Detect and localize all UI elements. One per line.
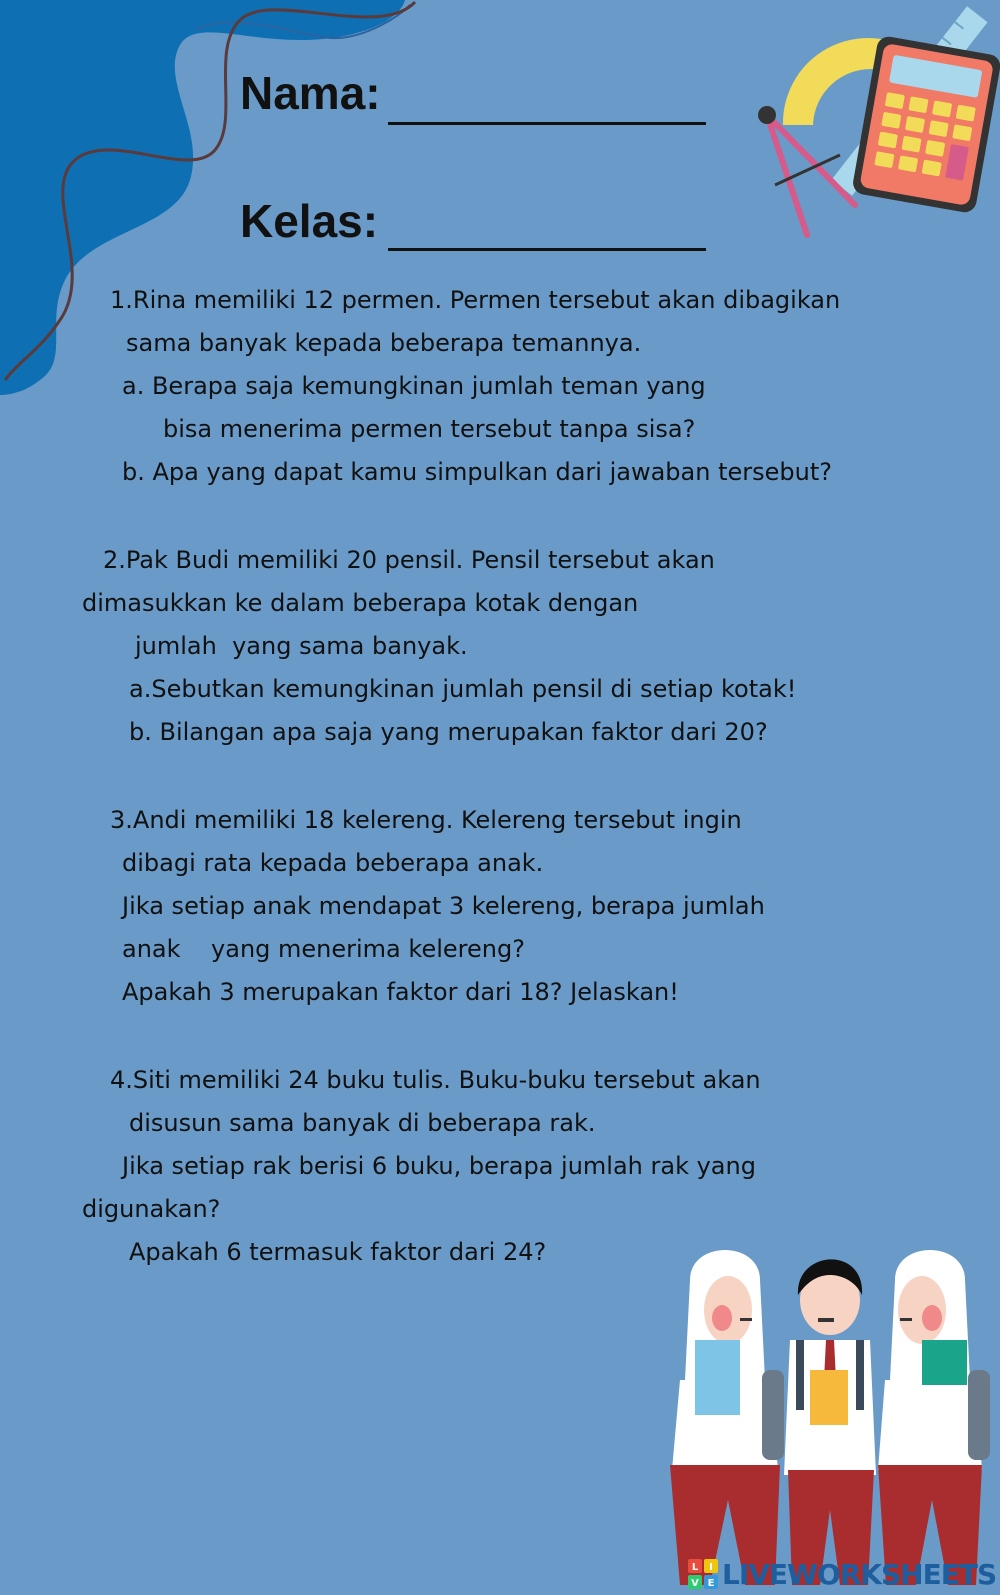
question-1b: b. Apa yang dapat kamu simpulkan dari jawaban tersebut?: [122, 458, 832, 486]
question-1-line-2: sama banyak kepada beberapa temannya.: [126, 329, 642, 357]
question-4-line-2: disusun sama banyak di beberapa rak.: [129, 1109, 596, 1137]
question-4-line-4: digunakan?: [82, 1195, 221, 1223]
class-answer-line[interactable]: [388, 248, 706, 251]
students-illustration: [650, 1240, 1000, 1590]
name-answer-line[interactable]: [388, 122, 706, 125]
question-2b: b. Bilangan apa saja yang merupakan faktor dari 20?: [129, 718, 768, 746]
logo-letter: E: [707, 1578, 715, 1589]
question-4-line-5: Apakah 6 termasuk faktor dari 24?: [129, 1238, 547, 1266]
question-3-line-2: dibagi rata kepada beberapa anak.: [122, 849, 544, 877]
question-1a-line-2: bisa menerima permen tersebut tanpa sisa?: [163, 415, 696, 443]
logo-letter: L: [691, 1562, 699, 1573]
question-2-line-3: jumlah yang sama banyak.: [135, 632, 468, 660]
question-4-line-3: Jika setiap rak berisi 6 buku, berapa jumlah rak yang: [122, 1152, 756, 1180]
logo-letter: V: [691, 1578, 699, 1589]
liveworksheets-watermark[interactable]: [688, 1556, 996, 1592]
question-3-line-1: 3.Andi memiliki 18 kelereng. Kelereng tersebut ingin: [110, 806, 742, 834]
question-1-line-1: 1.Rina memiliki 12 permen. Permen tersebut akan dibagikan: [110, 286, 841, 314]
question-3-line-4: anak yang menerima kelereng?: [122, 935, 525, 963]
student-right-icon: [878, 1250, 990, 1585]
liveworksheets-logo-icon: [688, 1559, 718, 1589]
question-1a-line-1: a. Berapa saja kemungkinan jumlah teman yang: [122, 372, 706, 400]
logo-letter: I: [709, 1562, 713, 1573]
question-3-line-5: Apakah 3 merupakan faktor dari 18? Jelaskan!: [122, 978, 679, 1006]
question-2-line-1: 2.Pak Budi memiliki 20 pensil. Pensil tersebut akan: [103, 546, 715, 574]
question-2a: a.Sebutkan kemungkinan jumlah pensil di setiap kotak!: [129, 675, 797, 703]
question-4-line-1: 4.Siti memiliki 24 buku tulis. Buku-buku tersebut akan: [110, 1066, 761, 1094]
question-3-line-3: Jika setiap anak mendapat 3 kelereng, berapa jumlah: [122, 892, 765, 920]
class-label: Kelas:: [240, 195, 379, 247]
math-tools-icon: [755, 0, 1000, 250]
name-label: Nama:: [240, 67, 381, 119]
question-2-line-2: dimasukkan ke dalam beberapa kotak dengan: [82, 589, 639, 617]
student-middle-icon: [784, 1259, 876, 1585]
liveworksheets-text: LIVEWORKSHEETS: [722, 1557, 997, 1591]
student-left-icon: [670, 1250, 784, 1585]
